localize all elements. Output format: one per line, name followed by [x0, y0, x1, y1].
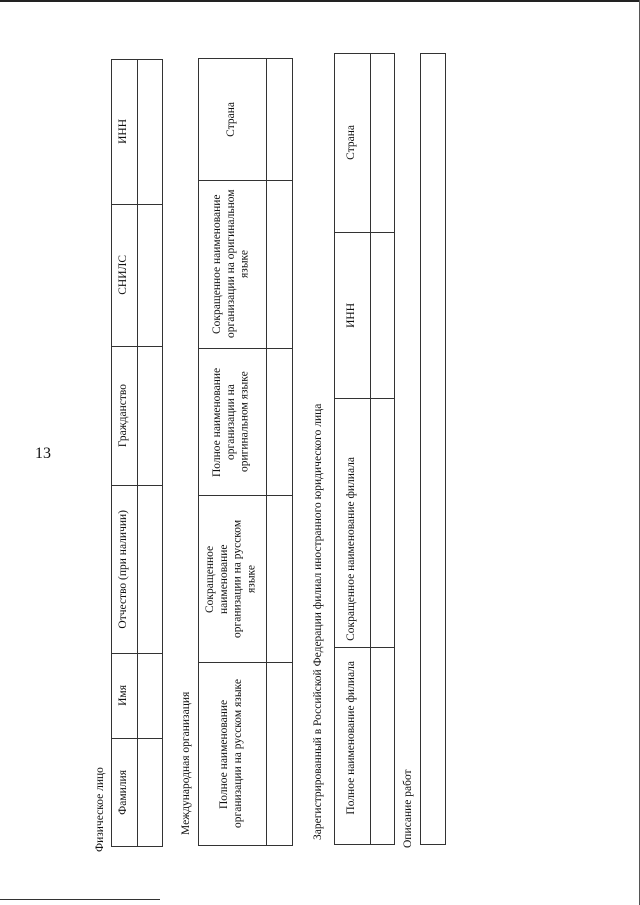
page-number: 13 [35, 445, 51, 462]
international-org-header-short-ru: Сокращенное наименование организации на русском языке [204, 519, 258, 638]
section-title-branch: Зарегистрированный в Российской Федерации филиал иностранного юридического лица [312, 403, 324, 840]
international-org-header-short-orig: Сокращенное наименование организации на оригинальном языке [211, 189, 251, 339]
individual-header-citizenship: Гражданство [117, 383, 130, 448]
individual-header-inn: ИНН [117, 119, 130, 144]
individual-header-surname: Фамилия [117, 770, 130, 815]
branch-header-short-name: Сокращенное наименование филиала [345, 457, 358, 641]
page-edge-bottom [0, 899, 160, 900]
section-title-international-org: Международная организация [180, 691, 192, 835]
branch-header-inn: ИНН [345, 302, 358, 328]
individual-row-divider [137, 59, 138, 847]
works-table [420, 53, 446, 845]
international-org-header-full-orig: Полное наименование организации на оригинальном языке [211, 366, 251, 477]
page-edge-top [0, 0, 640, 2]
individual-header-name: Имя [117, 685, 130, 706]
individual-header-snils: СНИЛС [117, 255, 130, 295]
international-org-header-full-ru: Полное наименование организации на русском языке [218, 679, 244, 829]
section-title-works: Описание работ [402, 769, 414, 848]
individual-header-patronymic: Отчество (при наличии) [117, 509, 130, 629]
international-org-header-country: Страна [225, 101, 238, 137]
branch-header-full-name: Полное наименование филиала [345, 661, 358, 815]
branch-header-country: Страна [345, 125, 358, 160]
section-title-individual: Физическое лицо [94, 767, 106, 852]
